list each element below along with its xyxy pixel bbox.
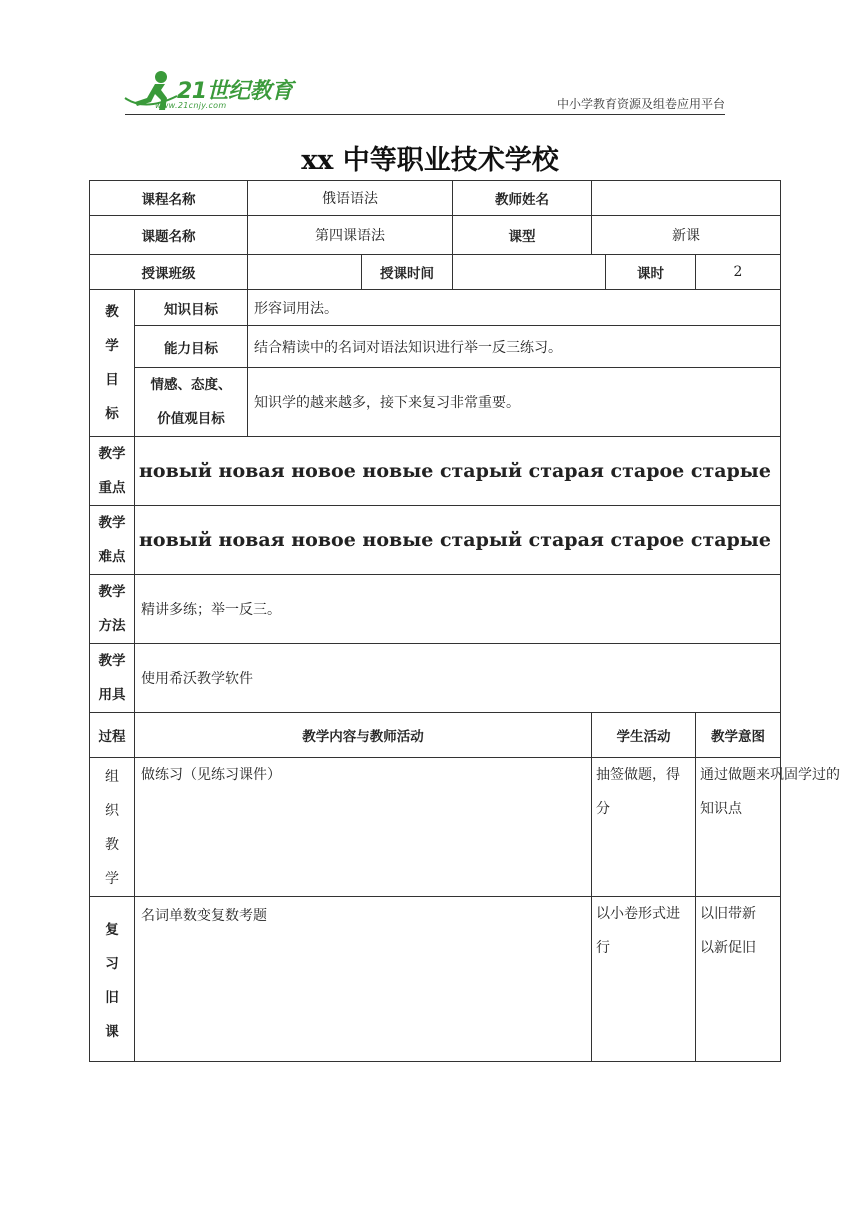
organize-content: 做练习（见练习课件）	[135, 758, 592, 897]
difficulty: новый новая новое новые старый старая старое старые	[135, 506, 781, 575]
emotion-goal-label: 情感、态度、 价值观目标	[135, 368, 248, 437]
review-content: 名词单数变复数考题	[135, 897, 592, 1062]
time-value	[453, 255, 606, 290]
type-value: 新课	[592, 216, 781, 255]
process-header: 过程	[90, 713, 135, 758]
ability-goal: 结合精读中的名词对语法知识进行举一反三练习。	[248, 326, 781, 368]
type-label: 课型	[453, 216, 592, 255]
lesson-plan-table	[89, 180, 840, 1062]
stage-review: 复 习 旧 课	[90, 897, 135, 1062]
knowledge-goal-label: 知识目标	[135, 290, 248, 326]
class-label: 授课班级	[90, 255, 248, 290]
hours-label: 课时	[606, 255, 696, 290]
intent-header: 教学意图	[696, 713, 781, 758]
course-name-value: 俄语语法	[248, 181, 453, 216]
method: 精讲多练；举一反三。	[135, 575, 781, 644]
logo-text: 21世纪教育	[177, 79, 293, 104]
page-header	[125, 68, 725, 116]
method-label: 教学 方法	[90, 575, 135, 644]
student-header: 学生活动	[592, 713, 696, 758]
topic-value: 第四课语法	[248, 216, 453, 255]
class-value	[248, 255, 362, 290]
topic-label: 课题名称	[90, 216, 248, 255]
header-divider	[125, 114, 725, 115]
logo	[125, 68, 295, 114]
content-header: 教学内容与教师活动	[135, 713, 592, 758]
hours-value: 2	[696, 255, 781, 290]
teacher-value	[592, 181, 781, 216]
stage-organize: 组 织 教 学	[90, 758, 135, 897]
teacher-label: 教师姓名	[453, 181, 592, 216]
difficulty-label: 教学 难点	[90, 506, 135, 575]
ability-goal-label: 能力目标	[135, 326, 248, 368]
organize-student: 抽签做题，得 分	[592, 758, 696, 897]
course-name-label: 课程名称	[90, 181, 248, 216]
tools: 使用希沃教学软件	[135, 644, 781, 713]
organize-intent: 通过做题来巩固学过的 知识点	[696, 758, 781, 897]
key-point: новый новая новое новые старый старая старое старые	[135, 437, 781, 506]
tools-label: 教学 用具	[90, 644, 135, 713]
key-point-label: 教学 重点	[90, 437, 135, 506]
logo-url: www.21cnjy.com	[155, 101, 227, 110]
review-intent: 以旧带新 以新促旧	[696, 897, 781, 1062]
review-student: 以小卷形式进 行	[592, 897, 696, 1062]
platform-name: 中小学教育资源及组卷应用平台	[556, 97, 725, 111]
emotion-goal: 知识学的越来越多，接下来复习非常重要。	[248, 368, 781, 437]
document-title: xx 中等职业技术学校	[301, 145, 559, 176]
time-label: 授课时间	[362, 255, 453, 290]
knowledge-goal: 形容词用法。	[248, 290, 781, 326]
goals-label: 教 学 目 标	[90, 290, 135, 437]
